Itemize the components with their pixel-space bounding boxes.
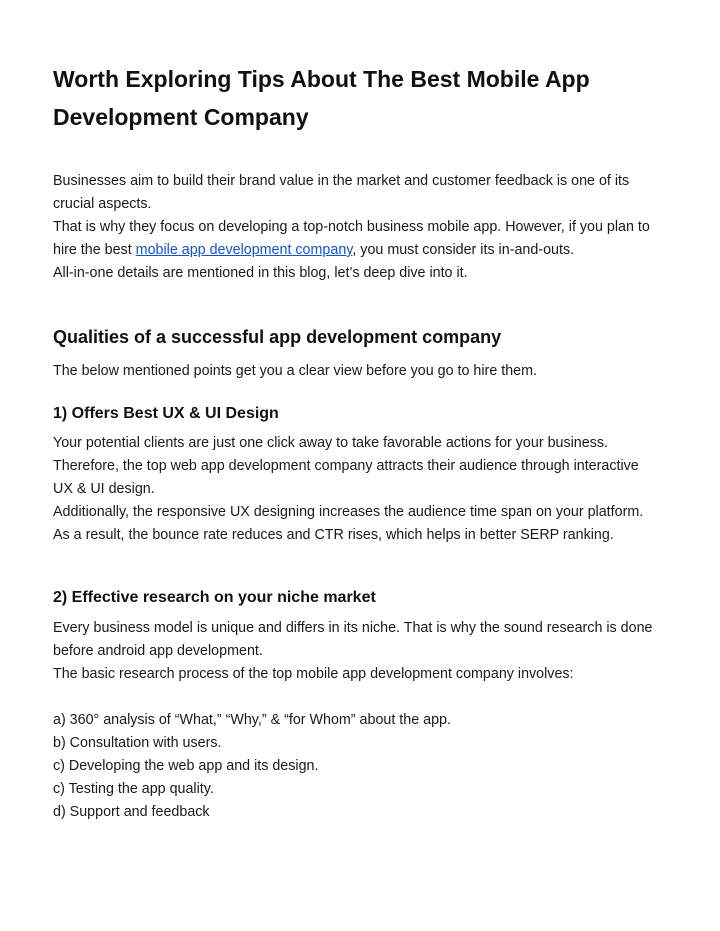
point-2-body [53, 617, 660, 824]
point-1-body [53, 432, 660, 547]
point-1-heading: 1) Offers Best UX & UI Design [53, 405, 279, 422]
spacer [53, 686, 660, 709]
list-item: b) Consultation with users. [53, 735, 222, 751]
intro-paragraph-3: All-in-one details are mentioned in this blog, let’s deep dive into it. [53, 265, 468, 281]
list-item: a) 360° analysis of “What,” “Why,” & “for Whom” about the app. [53, 712, 451, 728]
point-2-paragraph-1: Every business model is unique and differs in its niche. That is why the sound research is done before android app development. [53, 620, 653, 659]
intro-paragraph-1: Businesses aim to build their brand value in the market and customer feedback is one of its crucial aspects. [53, 173, 630, 212]
intro-paragraph-2-start: That is why they focus on developing a top-notch business mobile app. However, if you plan to hire the best [53, 219, 650, 258]
list-item: c) Developing the web app and its design. [53, 758, 319, 774]
list-item: c) Testing the app quality. [53, 781, 214, 797]
page-title: Worth Exploring Tips About The Best Mobile App Development Company [53, 66, 590, 130]
point-2-heading: 2) Effective research on your niche market [53, 589, 376, 606]
section-subtitle: The below mentioned points get you a clear view before you go to hire them. [53, 363, 537, 379]
section-title: Qualities of a successful app development company [53, 327, 502, 347]
intro-paragraph-2-end: , you must consider its in-and-outs. [352, 242, 575, 258]
point-2-paragraph-2: The basic research process of the top mobile app development company involves: [53, 666, 574, 682]
research-process-list [53, 709, 660, 824]
point-1-paragraph-2: Additionally, the responsive UX designing increases the audience time span on your platform. As a result, the bounce rate reduces and CTR rises, which helps in better SERP ranking. [53, 504, 644, 543]
list-item: d) Support and feedback [53, 804, 210, 820]
app-development-company-link[interactable]: mobile app development company [135, 242, 353, 258]
intro-paragraph-2 [53, 216, 660, 262]
point-1-paragraph-1: Your potential clients are just one click away to take favorable actions for your business. Therefore, the top web app development company attracts their audience through interactive UX & UI design. [53, 435, 639, 497]
intro-section [53, 170, 660, 285]
